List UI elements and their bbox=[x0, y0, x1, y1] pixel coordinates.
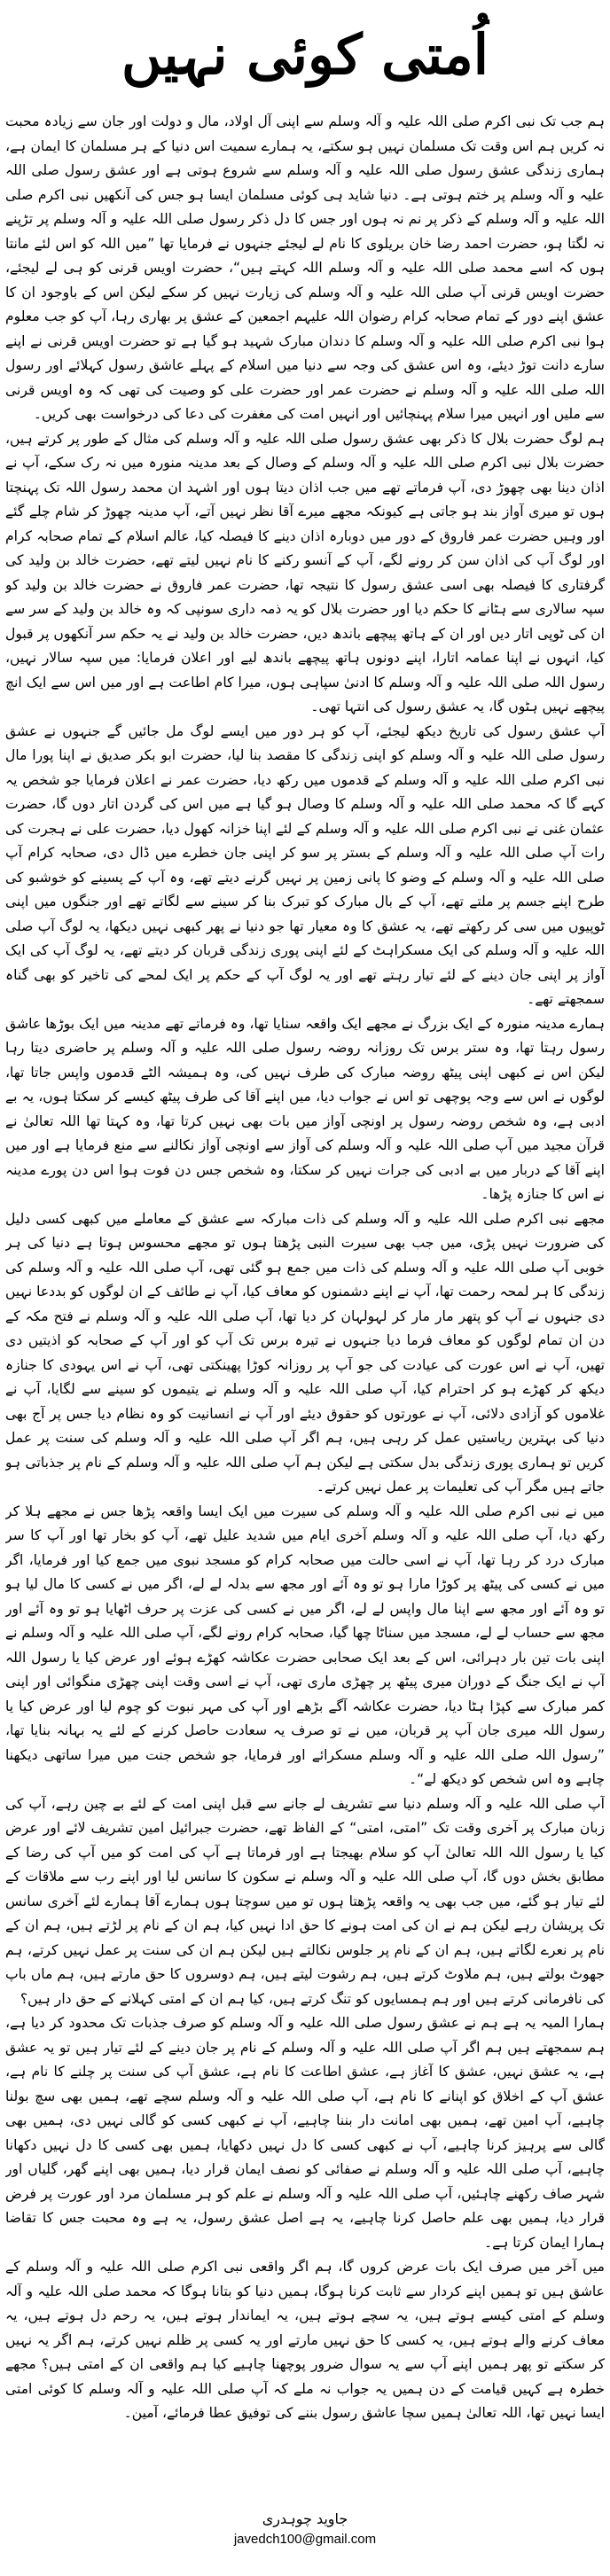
author-name: جاوید چوہدری bbox=[262, 2510, 348, 2527]
article-paragraph: مجھے نبی اکرم صلی اللہ علیہ و آلہ وسلم کی ذات مبارکہ سے عشق کے معاملے میں کبھی کسی دلیل کی ضرورت نہیں پڑی، میں جب بھی سیرت النبی پڑھتا ہوں تو مجھے محسوس ہوتا ہے دنیا کی ہر خوبی آپ صلی اللہ علیہ و آلہ وسلم کی ذات میں جمع ہو گئی تھی، آپ صلی اللہ علیہ و آلہ وسلم کی زندگی کا ہر لمحہ رحمت تھا، آپ نے اپنے دشمنوں کو معاف کیا، آپ نے طائف کے ان لوگوں کو بددعا نہیں دی جنہوں نے آپ کو پتھر مار مار کر لہولہان کر دیا تھا، آپ صلی اللہ علیہ و آلہ وسلم نے فتح مکہ کے دن ان تمام لوگوں کو معاف فرما دیا جنہوں نے تیرہ برس تک آپ کو اور آپ کے صحابہ کو اذیتیں دی تھیں، آپ نے اس عورت کی عیادت کی جو آپ پر روزانہ کوڑا پھینکتی تھی، آپ نے اس یہودی کا جنازہ دیکھ کر کھڑے ہو کر احترام کیا، آپ صلی اللہ علیہ و آلہ وسلم نے یتیموں کو سینے سے لگایا، آپ نے غلاموں کو آزادی دلائی، آپ نے عورتوں کو حقوق دیئے اور آپ نے انسانیت کو وہ نظام دیا جس پر آج بھی دنیا کی بہترین ریاستیں عمل کر رہی ہیں، ہم اگر آپ صلی اللہ علیہ و آلہ وسلم کی سنت پر عمل کریں تو ہماری پوری زندگی بدل سکتی ہے لیکن ہم آپ صلی اللہ علیہ و آلہ وسلم کے نام پر جذباتی ہو جاتے ہیں مگر آپ کی تعلیمات پر عمل نہیں کرتے۔ bbox=[5, 1210, 605, 1495]
article-paragraph: ہم جب تک نبی اکرم صلی اللہ علیہ و آلہ وسلم سے اپنی آل اولاد، مال و دولت اور جان سے زیادہ محبت نہ کریں ہم اس وقت تک مسلمان نہیں ہو سکتے، یہ ہمارے سمیت اس دنیا کے ہر مسلمان کا ایمان ہے، ہماری زندگی عشق رسول صلی اللہ علیہ و آلہ وسلم سے شروع ہوتی ہے اور عشق رسول صلی اللہ علیہ و آلہ وسلم پر ختم ہوتی ہے۔ دنیا شاید ہی کوئی مسلمان ایسا ہو جس کی آنکھیں نبی اکرم صلی اللہ علیہ و آلہ وسلم کے ذکر پر نم نہ ہوں اور جس کا دل ذکر رسول صلی اللہ علیہ و آلہ وسلم پر تڑپنے نہ لگتا ہو، حضرت احمد رضا خان بریلوی کا نام لے لیجئے جنہوں نے فرمایا تھا ”میں اللہ کو اس لئے مانتا ہوں کہ اسے محمد صلی اللہ علیہ و آلہ وسلم اللہ کہتے ہیں“، حضرت اویس قرنی کو ہی لے لیجئے، حضرت اویس قرنی آپ صلی اللہ علیہ و آلہ وسلم کی زیارت نہیں کر سکے لیکن اس کے باوجود ان کا عشق اپنے دور کے تمام صحابہ کرام رضوان اللہ علیہم اجمعین کے عشق پر بھاری رہا، آپ کو جب معلوم ہوا نبی اکرم صلی اللہ علیہ و آلہ وسلم کا دندان مبارک شہید ہو گیا ہے تو حضرت اویس قرنی نے اپنے سارے دانت توڑ دیئے، وہ اس عشق کی وجہ سے دنیا میں اسلام کے پہلے عاشق رسول کہلائے اور رسول اللہ صلی اللہ علیہ و آلہ وسلم نے حضرت عمر اور حضرت علی کو وصیت کی تھی کہ وہ اویس قرنی سے ملیں اور انہیں میرا سلام پہنچائیں اور انہیں امت کی مغفرت کی دعا کی درخواست بھی کریں۔ bbox=[5, 113, 605, 422]
article-paragraph: میں نے نبی اکرم صلی اللہ علیہ و آلہ وسلم کی سیرت میں ایک ایسا واقعہ پڑھا جس نے مجھے ہلا کر رکھ دیا، آپ صلی اللہ علیہ و آلہ وسلم آخری ایام میں شدید علیل تھے، آپ کو بخار تھا اور آپ کا سر مبارک درد کر رہا تھا، آپ نے اسی حالت میں صحابہ کرام کو مسجد نبوی میں جمع کیا اور فرمایا، اگر میں نے کسی کی پیٹھ پر کوڑا مارا ہو تو وہ آئے اور مجھ سے بدلہ لے لے، اگر میں نے کسی کا مال لیا ہو تو وہ آئے اور مجھ سے اپنا مال واپس لے لے، اگر میں نے کسی کی عزت پر حرف اٹھایا ہو تو وہ آئے اور مجھ سے حساب لے لے، مسجد میں سناٹا چھا گیا، صحابہ کرام رونے لگے، آپ صلی اللہ علیہ و آلہ وسلم نے اپنی بات تین بار دہرائی، اس کے بعد ایک صحابی حضرت عکاشہ کھڑے ہوئے اور عرض کیا یا رسول اللہ آپ نے ایک جنگ کے دوران میری پیٹھ پر چھڑی ماری تھی، آپ نے اسی وقت اپنی چھڑی منگوائی اور اپنی کمر مبارک سے کپڑا ہٹا دیا، حضرت عکاشہ آگے بڑھے اور آپ کی مہر نبوت کو چوم لیا اور عرض کیا یا رسول اللہ میری جان آپ پر قربان، میں نے تو صرف یہ سعادت حاصل کرنے کے لئے یہ بہانہ بنایا تھا، ”رسول اللہ صلی اللہ علیہ و آلہ وسلم مسکرائے اور فرمایا، جو شخص جنت میں میرا ساتھی دیکھنا چاہے وہ اس شخص کو دیکھ لے“۔ bbox=[5, 1503, 605, 1787]
article-paragraph: ہمارے مدینہ منورہ کے ایک بزرگ نے مجھے ایک واقعہ سنایا تھا، وہ فرماتے تھے مدینہ میں ایک بوڑھا عاشق رسول رہتا تھا، وہ ستر برس تک روزانہ روضہ رسول صلی اللہ علیہ و آلہ وسلم پر حاضری دیتا رہا لیکن اس نے کبھی اپنی پیٹھ روضہ مبارک کی طرف نہیں کی، وہ ہمیشہ الٹے قدموں واپس جاتا تھا، لوگوں نے اس سے وجہ پوچھی تو اس نے جواب دیا، میں اپنے آقا کی طرف پیٹھ کیسے کر سکتا ہوں، یہ بے ادبی ہے، وہ شخص روضہ رسول پر اونچی آواز میں بات بھی نہیں کرتا تھا، وہ کہتا تھا اللہ تعالیٰ نے قرآن مجید میں آپ صلی اللہ علیہ و آلہ وسلم کی آواز سے اونچی آواز نکالنے سے منع فرمایا ہے اور میں اپنے آقا کے دربار میں بے ادبی کی جرات نہیں کر سکتا، وہ شخص جس دن فوت ہوا اس دن پورے مدینہ نے اس کا جنازہ پڑھا۔ bbox=[5, 1015, 605, 1202]
title-area bbox=[5, 0, 605, 110]
byline bbox=[0, 2509, 610, 2549]
article-paragraph: میں آخر میں صرف ایک بات عرض کروں گا، ہم اگر واقعی نبی اکرم صلی اللہ علیہ و آلہ وسلم کے عاشق ہیں تو ہمیں اپنے کردار سے ثابت کرنا ہوگا، ہمیں دنیا کو بتانا ہوگا کہ محمد صلی اللہ علیہ و آلہ وسلم کے امتی کیسے ہوتے ہیں، یہ سچے ہوتے ہیں، یہ ایماندار ہوتے ہیں، یہ رحم دل ہوتے ہیں، یہ معاف کرنے والے ہوتے ہیں، یہ کسی کا حق نہیں مارتے اور یہ کسی پر ظلم نہیں کرتے، ہم اگر یہ نہیں کر سکتے تو پھر ہمیں اپنے آپ سے یہ سوال ضرور پوچھنا چاہیے کیا ہم واقعی ان کے امتی ہیں؟ مجھے خطرہ ہے کہیں قیامت کے دن ہمیں یہ جواب نہ ملے کہ آپ صلی اللہ علیہ و آلہ وسلم کا کوئی امتی ایسا نہیں تھا، اللہ تعالیٰ ہمیں سچا عاشق رسول بننے کی توفیق عطا فرمائے، آمین۔ bbox=[5, 2259, 605, 2421]
article-paragraph: ہم لوگ حضرت بلال کا ذکر بھی عشق رسول صلی اللہ علیہ و آلہ وسلم کی مثال کے طور پر کرتے ہیں، حضرت بلال نبی اکرم صلی اللہ علیہ و آلہ وسلم کے وصال کے بعد مدینہ منورہ میں نہ رک سکے، آپ نے اذان دینا بھی چھوڑ دی، آپ فرماتے تھے میں جب اذان دیتا ہوں اور اشہد ان محمد رسول اللہ تک پہنچتا ہوں تو میری آواز بند ہو جاتی ہے کیونکہ مجھے میرے آقا نظر نہیں آتے، آپ مدینہ چھوڑ کر شام چلے گئے اور وہیں حضرت عمر فاروق کے دور میں دوبارہ اذان دینے کا فیصلہ کیا، عالم اسلام کے تمام صحابہ کرام اور لوگ آپ کی اذان سن کر رونے لگے، آپ کے آنسو رکنے کا نام نہیں لیتے تھے، حضرت خالد بن ولید کی گرفتاری کا فیصلہ بھی اسی عشق رسول کا نتیجہ تھا، حضرت عمر فاروق نے حضرت خالد بن ولید کو سپہ سالاری سے ہٹانے کا حکم دیا اور حضرت بلال کو یہ ذمہ داری سونپی کہ وہ خالد بن ولید کے سر سے ان کی ٹوپی اتار دیں اور ان کے ہاتھ پیچھے باندھ دیں، حضرت خالد بن ولید نے یہ حکم سر آنکھوں پر قبول کیا، انہوں نے اپنا عمامہ اتارا، اپنے دونوں ہاتھ پیچھے باندھ لیے اور اعلان فرمایا: میں سپہ سالار نہیں، رسول اللہ صلی اللہ علیہ و آلہ وسلم کا ادنیٰ سپاہی ہوں، میرا کام اطاعت ہے اور میں اس سے ایک انچ پیچھے نہیں ہٹوں گا، یہ عشق رسول کی انتہا تھی۔ bbox=[5, 430, 605, 714]
article-paragraph: ہمارا المیہ یہ ہے ہم نے عشق رسول صلی اللہ علیہ و آلہ وسلم کو صرف جذبات تک محدود کر دیا ہے، ہم سمجھتے ہیں ہم اگر آپ صلی اللہ علیہ و آلہ وسلم کے نام پر جان دینے کے لئے تیار ہیں تو یہ عشق ہے، یہ عشق نہیں، عشق کا آغاز ہے، عشق اطاعت کا نام ہے، عشق آپ کی سنت پر چلنے کا نام ہے، عشق آپ کے اخلاق کو اپنانے کا نام ہے، آپ صلی اللہ علیہ و آلہ وسلم سچے تھے، ہمیں بھی سچ بولنا چاہیے، آپ امین تھے، ہمیں بھی امانت دار بننا چاہیے، آپ نے کبھی کسی کو گالی نہیں دی، ہمیں بھی گالی سے پرہیز کرنا چاہیے، آپ نے کبھی کسی کا دل نہیں دکھایا، ہمیں بھی کسی کا دل نہیں دکھانا چاہیے، آپ صلی اللہ علیہ و آلہ وسلم نے صفائی کو نصف ایمان قرار دیا، ہمیں بھی اپنے گھر، گلیاں اور شہر صاف رکھنے چاہئیں، آپ صلی اللہ علیہ و آلہ وسلم نے علم کو ہر مسلمان مرد اور عورت پر فرض قرار دیا، ہمیں بھی علم حاصل کرنا چاہیے، یہ ہے اصل عشق رسول، یہ ہے وہ محبت جس کا تقاضا ہمارا ایمان کرتا ہے۔ bbox=[5, 2015, 605, 2251]
author-email: javedch100@gmail.com bbox=[233, 2532, 377, 2547]
page-title: اُمتی کوئی نہیں bbox=[121, 22, 489, 87]
article-body bbox=[5, 110, 605, 2424]
article-paragraph: آپ صلی اللہ علیہ و آلہ وسلم دنیا سے تشریف لے جانے سے قبل اپنی امت کے لئے بے چین رہے، آپ کی زبان مبارک پر آخری وقت تک ”امتی، امتی“ کے الفاظ تھے، حضرت جبرائیل امین تشریف لائے اور عرض کیا یا رسول اللہ اللہ تعالیٰ آپ کو سلام بھیجتا ہے اور فرماتا ہے آپ کی امت کو میں آپ کی رضا کے مطابق بخش دوں گا، آپ صلی اللہ علیہ و آلہ وسلم نے سکون کا سانس لیا اور اپنے رب سے ملاقات کے لئے تیار ہو گئے، میں جب بھی یہ واقعہ پڑھتا ہوں تو میں سوچتا ہوں ہمارے آقا ہمارے لئے آخری سانس تک پریشان رہے لیکن ہم نے ان کی امت ہونے کا حق ادا نہیں کیا، ہم ان کے نام پر لڑتے ہیں، ہم ان کے نام پر نعرے لگاتے ہیں، ہم ان کے نام پر جلوس نکالتے ہیں لیکن ہم ان کی سنت پر عمل نہیں کرتے، ہم جھوٹ بولتے ہیں، ہم ملاوٹ کرتے ہیں، ہم رشوت لیتے ہیں، ہم دوسروں کا حق مارتے ہیں، ہم ماں باپ کی نافرمانی کرتے ہیں اور ہم ہمسایوں کو تنگ کرتے ہیں، کیا ہم ان کے امتی کہلانے کے حق دار ہیں؟ bbox=[5, 1795, 605, 2007]
article-paragraph: آپ عشق رسول کی تاریخ دیکھ لیجئے، آپ کو ہر دور میں ایسے لوگ مل جائیں گے جنہوں نے عشق رسول صلی اللہ علیہ و آلہ وسلم کو اپنی زندگی کا مقصد بنا لیا، حضرت ابو بکر صدیق نے اپنا پورا مال نبی اکرم صلی اللہ علیہ و آلہ وسلم کے قدموں میں رکھ دیا، حضرت عمر نے اعلان فرمایا جو شخص یہ کہے گا کہ محمد صلی اللہ علیہ و آلہ وسلم کا وصال ہو گیا ہے میں اس کی گردن اتار دوں گا، حضرت عثمان غنی نے نبی اکرم صلی اللہ علیہ و آلہ وسلم کے لئے اپنا خزانہ کھول دیا، حضرت علی نے ہجرت کی رات آپ صلی اللہ علیہ و آلہ وسلم کے بستر پر سو کر اپنی جان خطرے میں ڈال دی، صحابہ کرام آپ صلی اللہ علیہ و آلہ وسلم کے وضو کا پانی زمین پر نہیں گرنے دیتے تھے، وہ آپ کے پسینے کو خوشبو کی طرح اپنے جسم پر ملتے تھے، آپ کے بال مبارک کو تبرک بنا کر سینے سے لگاتے تھے اور جنگوں میں اپنی ٹوپیوں میں سی کر رکھتے تھے، یہ عشق کا وہ معیار تھا جو دنیا نے پھر کبھی نہیں دیکھا، یہ لوگ آپ صلی اللہ علیہ و آلہ وسلم کی ایک مسکراہٹ کے لئے اپنی پوری زندگی قربان کر دیتے تھے، یہ لوگ آپ کی ایک آواز پر اپنی جان دینے کے لئے تیار رہتے تھے اور یہ لوگ آپ کے حکم پر ایک لمحے کی تاخیر کو بھی گناہ سمجھتے تھے۔ bbox=[5, 722, 605, 1007]
